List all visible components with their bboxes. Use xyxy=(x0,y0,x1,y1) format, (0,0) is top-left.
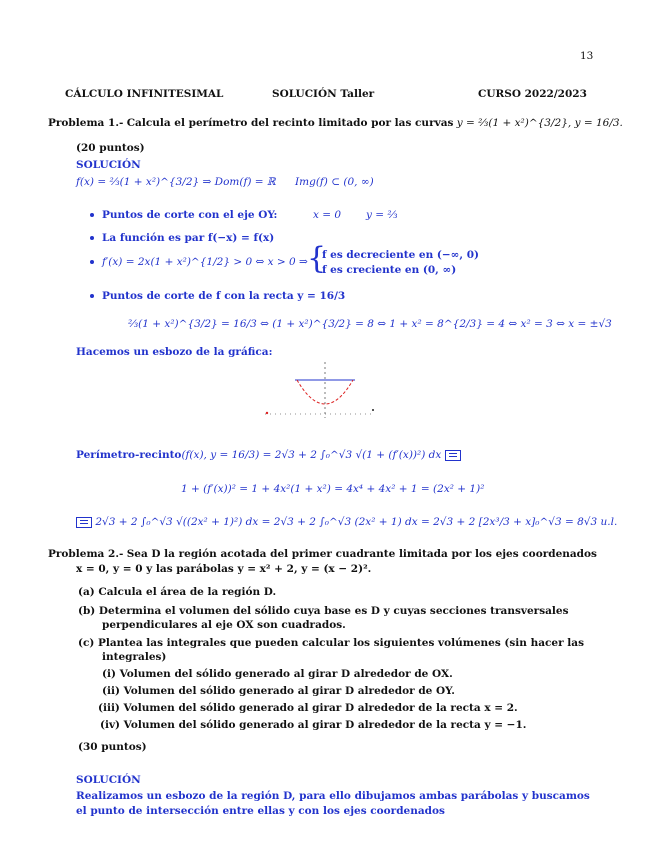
equals-box-icon xyxy=(445,450,461,461)
header-course: CÁLCULO INFINITESIMAL xyxy=(65,88,224,100)
problem-1-fx-line: f(x) = ⅔(1 + x²)^{3/2} ⇒ Dom(f) = ℝ xyxy=(76,176,276,188)
intersection-equation: ⅔(1 + x²)^{3/2} = 16/3 ⇔ (1 + x²)^{3/2} = 8 ⇔ 1 + x² = 8^{2/3} = 4 ⇔ x² = 3 ⇔ x = ±√3 xyxy=(128,318,612,330)
bullet-deriv xyxy=(90,256,308,268)
problem-1-points: (20 puntos) xyxy=(76,142,145,154)
p2-subitem-iii: (iii) Volumen del sólido generado al girar D alrededor de la recta x = 2. xyxy=(98,702,518,714)
problem-2-solution-line2: el punto de intersección entre ellas y con los ejes coordenados xyxy=(76,805,445,817)
header-year: CURSO 2022/2023 xyxy=(478,88,587,100)
p2-item-c-cont: integrales) xyxy=(102,651,167,663)
problem-2-label: Problema 2.- xyxy=(48,548,124,560)
sketch-graph xyxy=(255,358,385,420)
brace-icon: { xyxy=(307,241,327,276)
p2-item-c: (c) Plantea las integrales que pueden calcular los siguientes volúmenes (sin hacer las xyxy=(78,637,584,649)
equals-box-icon xyxy=(76,517,92,528)
p2-item-a: (a) Calcula el área de la región D. xyxy=(78,586,277,598)
p2-subitem-iv: (iv) Volumen del sólido generado al girar D alrededor de la recta y = −1. xyxy=(100,719,527,731)
bullet-corte-text: Puntos de corte de f con la recta y = 16/3 xyxy=(102,290,346,302)
page-number: 13 xyxy=(580,50,594,62)
perimeter-label: Perímetro-recinto xyxy=(76,449,182,461)
dot-icon xyxy=(372,409,374,411)
problem-1-curve1: y = ⅔(1 + x²)^{3/2}, xyxy=(456,117,572,129)
bullet-par-text: La función es par f(−x) = f(x) xyxy=(102,232,275,244)
perimeter-formula: (f(x), y = 16/3) = 2√3 + 2 ∫₀^√3 √(1 + (f′(x))²) dx xyxy=(181,449,442,461)
bullet-oy xyxy=(90,209,277,221)
expand-line: 1 + (f′(x))² = 1 + 4x²(1 + x²) = 4x⁴ + 4x² + 1 = (2x² + 1)² xyxy=(181,483,485,495)
final-result: 2√3 + 2 ∫₀^√3 √((2x² + 1)²) dx = 2√3 + 2 ∫₀^√3 (2x² + 1) dx = 2√3 + 2 [2x³/3 + x]₀^√3 = 8√3 u.l. xyxy=(95,516,618,528)
header-doc: SOLUCIÓN Taller xyxy=(272,88,375,100)
problem-1-label: Problema 1.- xyxy=(48,117,124,129)
p2-subitem-ii: (ii) Volumen del sólido generado al girar D alrededor de OY. xyxy=(102,685,455,697)
bullet-oy-y: y = ⅔ xyxy=(366,209,398,221)
problem-2-statement-b: x = 0, y = 0 y las parábolas y = x² + 2, y = (x − 2)². xyxy=(76,563,372,575)
bullet-oy-x: x = 0 xyxy=(313,209,342,221)
problem-2-solution-line1: Realizamos un esbozo de la región D, para ello dibujamos ambas parábolas y buscamos xyxy=(76,790,590,802)
bullet-deriv-text: f′(x) = 2x(1 + x²)^{1/2} > 0 ⇔ x > 0 ⇒ xyxy=(102,256,308,268)
problem-2-statement xyxy=(48,548,597,560)
perimeter-line xyxy=(76,449,461,461)
problem-1-statement xyxy=(48,117,623,129)
problem-2-solution-heading: SOLUCIÓN xyxy=(76,774,141,786)
bullet-icon xyxy=(90,260,94,264)
problem-1-curve2: y = 16/3. xyxy=(574,117,623,129)
p2-item-b-cont: perpendiculares al eje OX son cuadrados. xyxy=(102,619,346,631)
bullet-deriv-inc: f es creciente en (0, ∞) xyxy=(322,264,457,276)
bullet-deriv-dec: f es decreciente en (−∞, 0) xyxy=(322,249,479,261)
problem-2-text: Sea D la región acotada del primer cuadrante limitada por los ejes coordenados xyxy=(126,548,597,560)
bullet-corte xyxy=(90,290,345,302)
problem-1-img-line: Img(f) ⊂ (0, ∞) xyxy=(295,176,374,188)
bullet-icon xyxy=(90,236,94,240)
bullet-icon xyxy=(90,294,94,298)
bullet-oy-label: Puntos de corte con el eje OY: xyxy=(102,209,278,221)
bullet-par xyxy=(90,232,274,244)
final-line xyxy=(76,516,617,528)
dot-icon xyxy=(266,412,268,414)
problem-1-text: Calcula el perímetro del recinto limitado por las curvas xyxy=(126,117,454,129)
problem-1-solution-heading: SOLUCIÓN xyxy=(76,159,141,171)
sketch-intro: Hacemos un esbozo de la gráfica: xyxy=(76,346,273,358)
p2-item-b: (b) Determina el volumen del sólido cuya base es D y cuyas secciones transversales xyxy=(78,605,569,617)
problem-2-points: (30 puntos) xyxy=(78,741,147,753)
p2-subitem-i: (i) Volumen del sólido generado al girar D alrededor de OX. xyxy=(102,668,453,680)
bullet-icon xyxy=(90,213,94,217)
